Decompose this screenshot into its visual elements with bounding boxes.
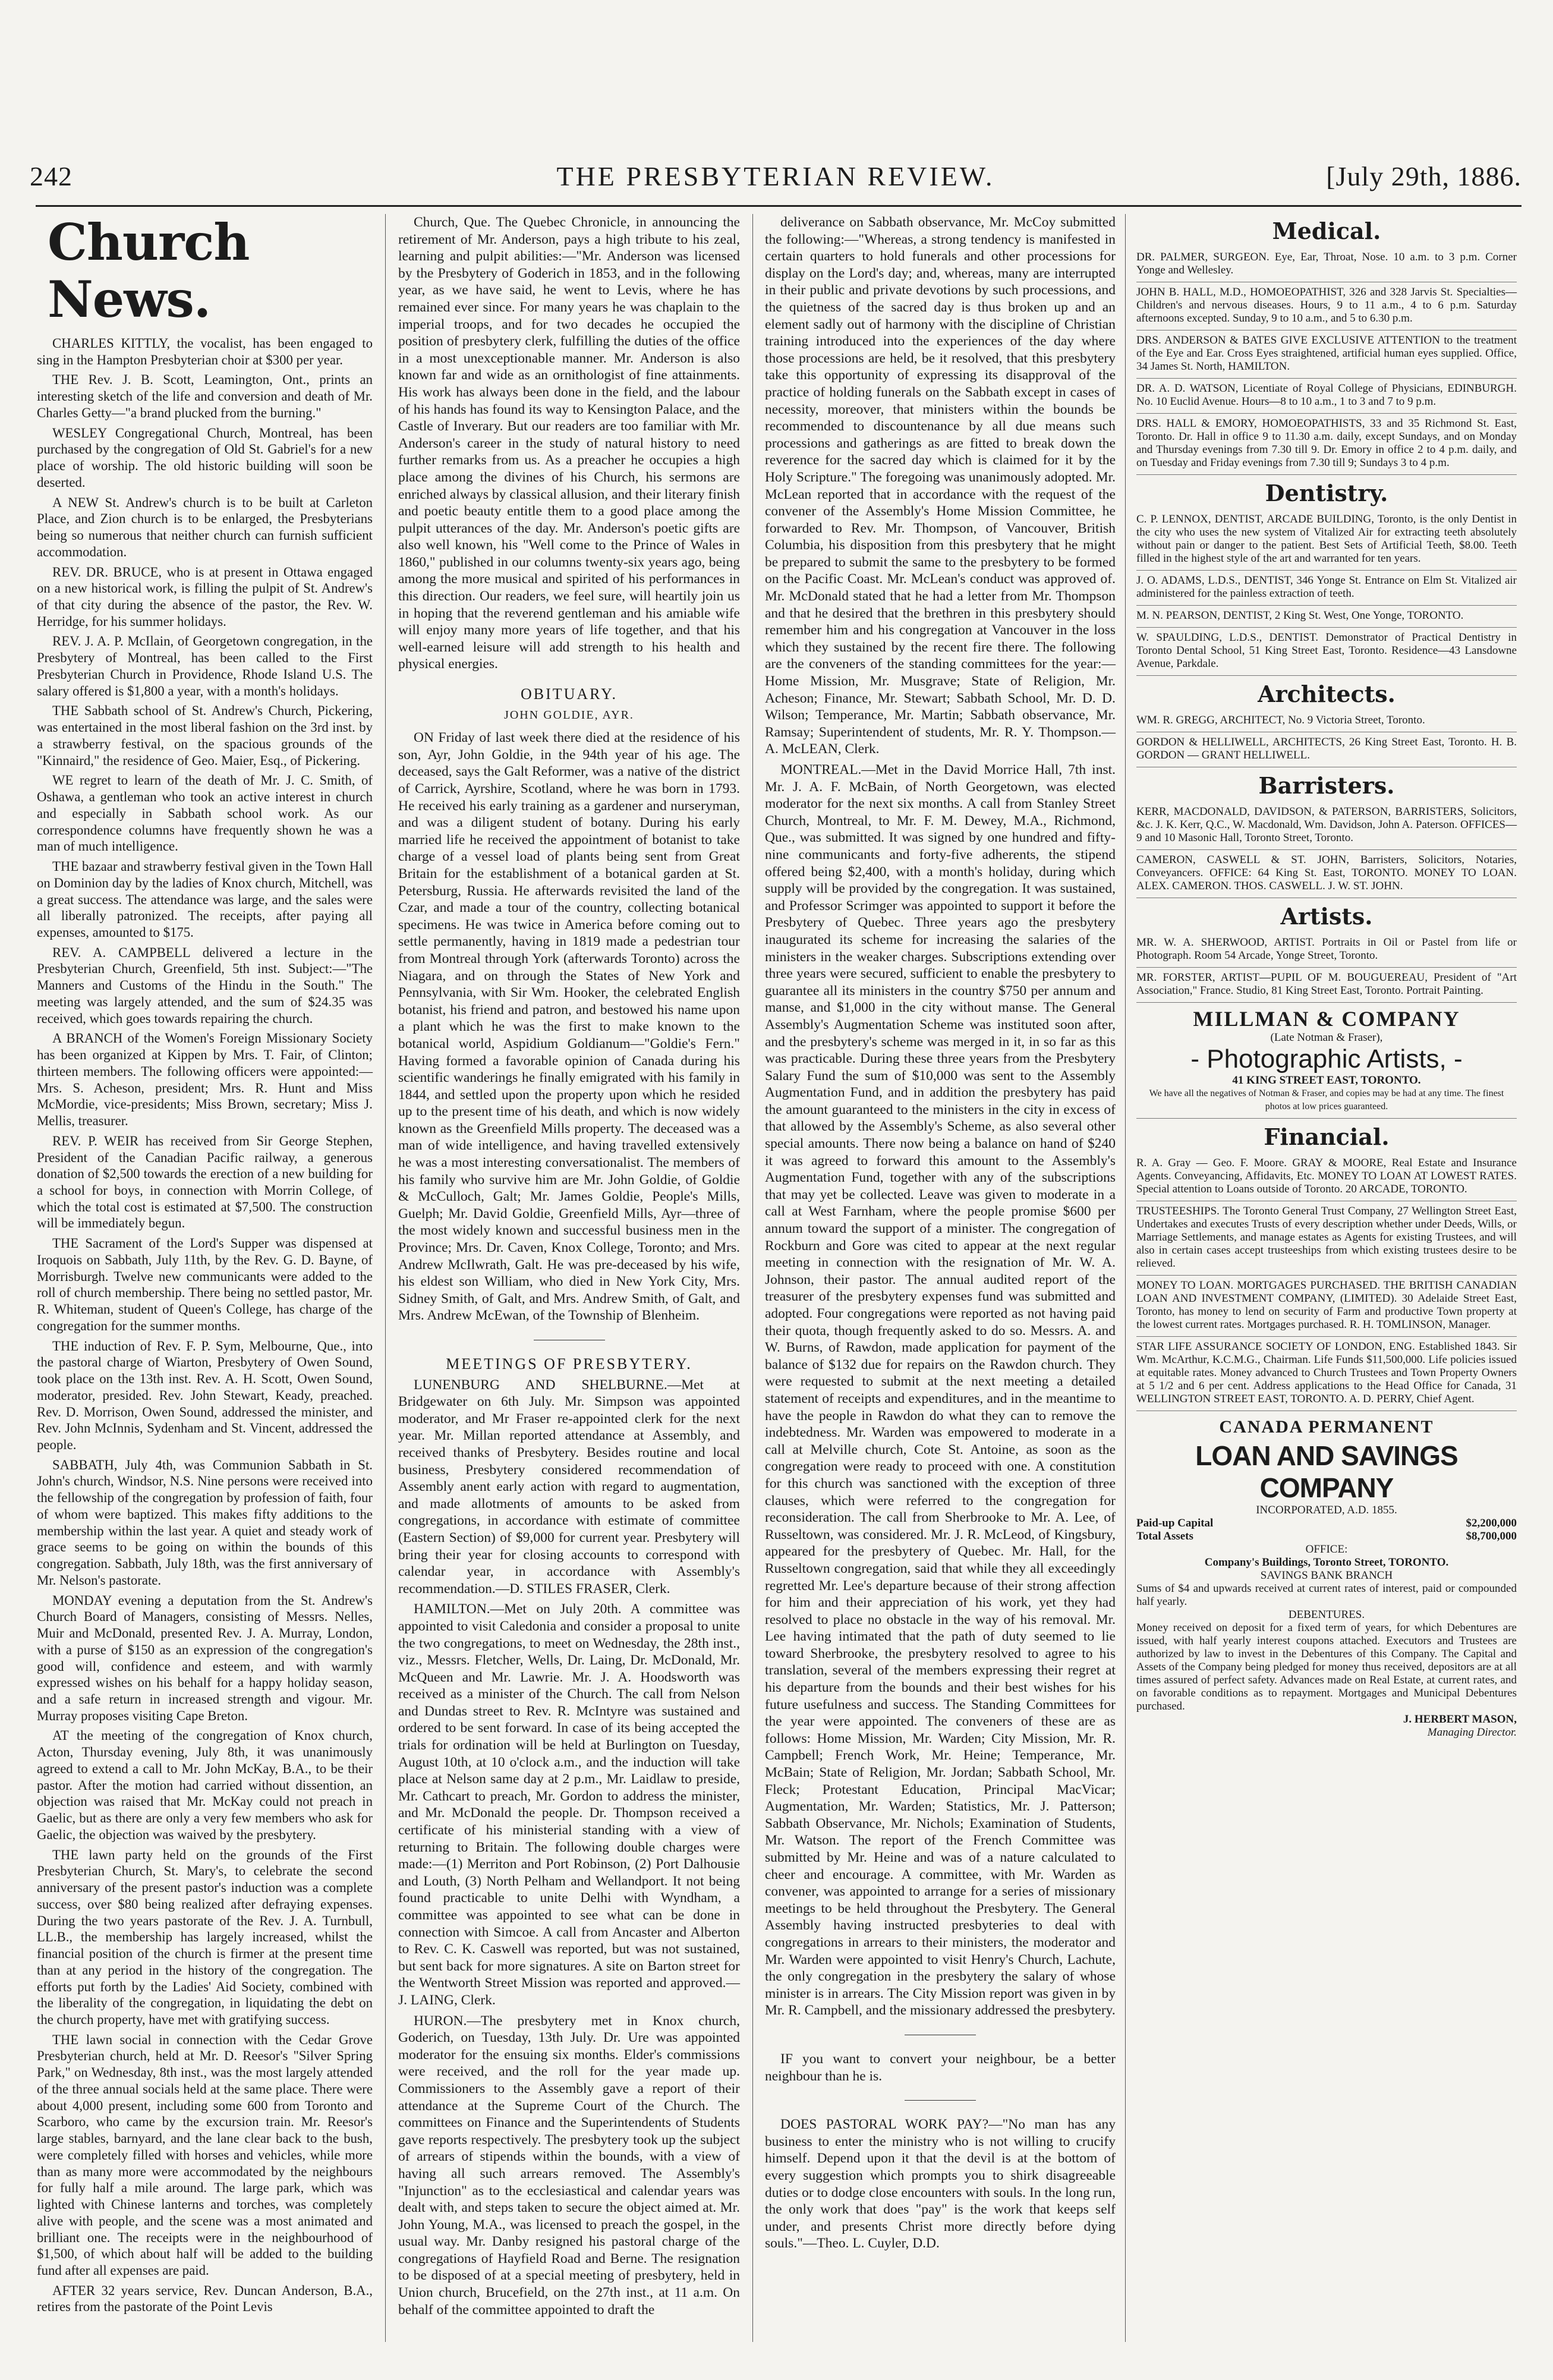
column-two	[398, 214, 740, 2322]
section-masthead: Church News.	[48, 213, 250, 329]
column-rule	[752, 214, 753, 2342]
financial-ad: R. A. Gray — Geo. F. Moore. GRAY & MOORE, Real Estate and Insurance Agents. Conveyancing, Affidavits, Etc. MONEY TO LOAN AT LOWEST RATES. Special attention to Loans outside of Toronto. 20 ARCADE, TORONTO.	[1136, 1157, 1517, 1201]
news-item: REV. P. WEIR has received from Sir George Stephen, President of the Canadian Pacific railway, a generous donation of $2,500 towards the erection of a new building for a school for boys, in connection with Morrin College, of which the total cost is estimated at $7,500. The construction will be immediately begun.	[37, 1133, 373, 1231]
canada-incorporated: INCORPORATED, A.D. 1855.	[1256, 1504, 1397, 1516]
column-three	[765, 214, 1116, 2256]
news-item: AT the meeting of the congregation of Knox church, Acton, Thursday evening, July 8th, it was unanimously agreed to extend a call to Mr. John McKay, B.A., to be their pastor. After the motion had carried without dissention, an objection was raised that Mr. McKay could not preach in Gaelic, but as there are only a very few members who ask for Gaelic, the objection was waived by the presbytery.	[37, 1728, 373, 1842]
medical-ad: DRS. ANDERSON & BATES GIVE EXCLUSIVE ATTENTION to the treatment of the Eye and Ear. Cross Eyes straightened, artificial human eyes supplied. Office, 34 James St. North, HAMILTON.	[1136, 334, 1517, 379]
column-advertisements	[1136, 214, 1517, 1748]
news-item: REV. A. CAMPBELL delivered a lecture in the Presbyterian Church, Greenfield, 5th inst. Subject:—"The Manners and Customs of the Hindu in the South." The meeting was largely attended, and the sum of $24.35 was received, which goes towards repairing the church.	[37, 945, 373, 1026]
news-item: AFTER 32 years service, Rev. Duncan Anderson, B.A., retires from the pastorate of the Point Levis	[37, 2283, 373, 2315]
barrister-ad: KERR, MACDONALD, DAVIDSON, & PATERSON, BARRISTERS, Solicitors, &c. J. K. Kerr, Q.C., W. Macdonald, Wm. Davidson, John A. Paterson. OFFICES—9 and 10 Masonic Hall, Toronto Street, Toronto.	[1136, 805, 1517, 850]
millman-ad	[1136, 1006, 1517, 1119]
artist-ad: MR. W. A. SHERWOOD, ARTIST. Portraits in Oil or Pastel from life or Photograph. Room 54 Arcade, Yonge Street, Toronto.	[1136, 936, 1517, 968]
meeting-report: LUNENBURG AND SHELBURNE.—Met at Bridgewater on 6th July. Mr. Simpson was appointed moderator, and Mr Fraser re-appointed clerk for the next year. Mr. Millan reported attendance at Assembly, and received thanks of Presbytery. Besides routine and local business, Presbytery considered recommendation of Assembly anent early action with regard to augmentation, and made allotments of amounts to be asked from congregations, in accordance with estimate of committee (Eastern Section) of $9,000 for current year. Presbytery will bring their year for closing accounts to correspond with calendar year, in accordance with Assembly's recommendation.—D. STILES FRASER, Clerk.	[398, 1377, 740, 1597]
news-item: THE lawn party held on the grounds of the First Presbyterian Church, St. Mary's, to celebrate the second anniversary of the present pastor's induction was a complete success, over $80 being realized after defraying expenses. During the two years pastorate of the Rev. J. A. Turnbull, LL.B., the membership has largely increased, whilst the financial position of the church is firmer at the present time than at any period in the history of the congregation. The efforts put forth by the Ladies' Aid Society, combined with the liberality of the congregation, in liquidating the debt on the church property, have met with gratifying success.	[37, 1847, 373, 2027]
millman-title: - Photographic Artists, -	[1190, 1044, 1463, 1073]
artist-ad: MR. FORSTER, ARTIST—PUPIL OF M. BOUGUEREAU, President of "Art Association," France. Studio, 81 King Street East, Toronto. Portrait Painting.	[1136, 971, 1517, 1003]
artists-ads	[1136, 936, 1517, 1003]
news-item: THE Sacrament of the Lord's Supper was dispensed at Iroquois on Sabbath, July 11th, by the Rev. G. D. Bayne, of Morrisburgh. Twelve new communicants were added to the roll of church membership. There being no settled pastor, Mr. R. Whiteman, student of Queen's College, has charge of the congregation for the summer months.	[37, 1236, 373, 1333]
obituary-paragraph: ON Friday of last week there died at the residence of his son, Ayr, John Goldie, in the 94th year of his age. The deceased, says the Galt Reformer, was a native of the district of Carrick, Ayrshire, Scotland, where he was born in 1793. He received his early training as a gardener and nurseryman, and was a diligent student of botany. During his early married life he received the appointment of botanist to take charge of a vessel load of plants being sent from Great Britain for the establishment of a botanical garden at St. Petersburg, Russia. He afterwards revisited the land of the Czar, and made a tour of the country, collecting botanical specimens. He was twice in America before coming out to settle permanently, having in 1819 made a pedestrian tour from Montreal through York (afterwards Toronto) across the Niagara, and on through the States of New York and Pennsylvania, with Sir Wm. Hooker, the celebrated English botanist, his friend and patron, and bestowed his name upon a plant which he was the first to make known to the botanical world, Aspidium Goldianum—"Goldie's Fern." Having formed a favorable opinion of Canada during his scientific wanderings he finally emigrated with his family in 1844, and settled upon the property upon which he resided up to the present time of his death, and which is now widely known as the Greenfield Mills property. The deceased was a man of wide intelligence, and having travelled extensively he was a most interesting conversationalist. The members of his family who survive him are Mr. John Goldie, of Goldie & McCulloch, Galt; Mr. James Goldie, People's Mills, Guelph; Mr. David Goldie, Greenfield Mills, Ayr—three of the most widely known and successful business men in the Province; Mrs. Dr. Caven, Knox College, Toronto; and Mrs. Andrew McIlwrath, Galt. He was pre-deceased by his wife, his eldest son William, who died in New York City, Mrs. Sidney Smith, of Galt, and Mrs. Andrew Smith, of Galt, and Mrs. Andrew McEwan, of the Township of Blenheim.	[398, 730, 740, 1324]
architects-ads	[1136, 714, 1517, 767]
medical-ad: DRS. HALL & EMORY, HOMOEOPATHISTS, 33 and 35 Richmond St. East, Toronto. Dr. Hall in office 9 to 11.30 a.m. daily, except Sundays, and on Monday and Thursday evenings from 7.30 till 9. Dr. Emory in office 2 to 4 p.m. daily, and on Tuesday and Friday evenings from 7.30 till 9; Sundays 3 to 4 p.m.	[1136, 417, 1517, 475]
divider	[905, 2100, 976, 2101]
canada-permanent-ad	[1136, 1415, 1517, 1744]
millman-name: MILLMAN & COMPANY	[1193, 1007, 1460, 1031]
news-item: WESLEY Congregational Church, Montreal, has been purchased by the congregation of Old St. Gabriel's for a new place of worship. The old historic building will soon be deserted.	[37, 425, 373, 490]
dentist-ad: M. N. PEARSON, DENTIST, 2 King St. West, One Yonge, TORONTO.	[1136, 609, 1517, 628]
canada-line2: LOAN AND SAVINGS COMPANY	[1195, 1440, 1458, 1503]
news-item: THE bazaar and strawberry festival given in the Town Hall on Dominion day by the ladies of Knox church, Mitchell, was a great success. The attendance was large, and the sales were all liberally patronized. The receipts, after paying all expenses, amounted to $175.	[37, 859, 373, 940]
medical-ad: DR. A. D. WATSON, Licentiate of Royal College of Physicians, EDINBURGH. No. 10 Euclid Avenue. Hours—8 to 10 a.m., 1 to 3 and 7 to 9 p.m.	[1136, 382, 1517, 414]
architect-ad: WM. R. GREGG, ARCHITECT, No. 9 Victoria Street, Toronto.	[1136, 714, 1517, 732]
news-item: SABBATH, July 4th, was Communion Sabbath in St. John's church, Windsor, N.S. Nine persons were received into the fellowship of the congregation by profession of faith, four of whom were baptized. This makes fifty additions to the membership within the last year. A quiet and steady work of grace seems to be going on within the bounds of this congregation. Sabbath, July 18th, was the first anniversary of Mr. Nelson's pastorate.	[37, 1457, 373, 1588]
millman-sub: (Late Notman & Fraser),	[1270, 1031, 1383, 1044]
barristers-ads	[1136, 805, 1517, 898]
branch-text: Sums of $4 and upwards received at current rates of interest, paid or compounded half yearly.	[1136, 1582, 1517, 1608]
assets-value: $8,700,000	[1466, 1530, 1517, 1542]
news-item: MONDAY evening a deputation from the St. Andrew's Church Board of Managers, consisting of Messrs. Nelles, Muir and McDonald, presented Rev. J. A. Murray, London, with a purse of $150 as an expression of the congregation's good will, confidence and esteem, and with warmly expressed wishes on his behalf for a happy holiday season, and a safe return in increased strength and vigour. Mr. Murray proposes visiting Cape Breton.	[37, 1592, 373, 1723]
obituary-subheading: JOHN GOLDIE, AYR.	[504, 708, 634, 722]
assets-row	[1136, 1530, 1517, 1543]
architects-heading: Architects.	[1258, 681, 1396, 707]
article-paragraph: Church, Que. The Quebec Chronicle, in announcing the retirement of Mr. Anderson, pays a high tribute to his zeal, learning and pulpit abilities:—"Mr. Anderson was licensed by the Presbytery of Goderich in 1853, and in the following year, as we have said, he went to Levis, where he has remained ever since. For many years he was chaplain to the imperial troops, and for two decades he occupied the position of presbytery clerk, fulfilling the duties of the office in a most unexceptionable manner. Mr. Anderson is also known far and wide as an ornithologist of fine attainments. His work has always been done in the field, and the labour of his hands has found its way to Kensington Palace, and the Castle of Inverary. But our readers are too familiar with Mr. Anderson's career in the study of natural history to need further remarks from us. As a preacher he occupies a high place among the divines of his Church, his sermons are enriched always by classical allusion, and their literary finish and poetic beauty entitle them to a good place among the pulpit utterances of the day. Mr. Anderson's poetic gifts are also well known, his "Well come to the Prince of Wales in 1860," published in our columns twenty-six years ago, being among the more musical and spirited of his performances in this direction. Our readers, we feel sure, will heartily join us in hoping that the reverend gentleman and his amiable wife will enjoy many more years of life together, and that his well-earned leisure will add strength to his health and physical energies.	[398, 215, 740, 672]
meetings-heading: MEETINGS OF PRESBYTERY.	[446, 1355, 692, 1372]
office-label: OFFICE:	[1305, 1543, 1348, 1556]
news-item: THE Rev. J. B. Scott, Leamington, Ont., prints an interesting sketch of the life and conversion and death of Mr. Charles Getty—"a brand plucked from the burning."	[37, 372, 373, 420]
article-list	[398, 214, 740, 673]
column-rule	[1125, 214, 1126, 2342]
news-item: A BRANCH of the Women's Foreign Missionary Society has been organized at Kippen by Mrs. T. Fair, of Clinton; thirteen members. The following officers were appointed:—Mrs. S. Acheson, president; Mrs. R. Hunt and Miss McMordie, vice-presidents; Miss Brown, secretary; Miss J. Mellis, treasurer.	[37, 1031, 373, 1129]
news-item: THE induction of Rev. F. P. Sym, Melbourne, Que., into the pastoral charge of Wiarton, Presbytery of Owen Sound, took place on the 13th inst. Rev. A. H. Scott, Owen Sound, moderator, presided. Rev. John Stewart, Keady, preached. Rev. D. Morrison, Owen Sound, addressed the minister, and Rev. John McInnis, Sydenham and St. Vincent, addressed the people.	[37, 1338, 373, 1452]
meetings-list	[398, 1377, 740, 2319]
assets-label: Total Assets	[1136, 1530, 1193, 1542]
financial-ad: STAR LIFE ASSURANCE SOCIETY OF LONDON, ENG. Established 1843. Sir Wm. McArthur, K.C.M.G., Chairman. Life Funds $11,500,000. Life policies issued at equitable rates. Money advanced to Church Trustees and Town Property Owners at 5 1/2 and 6 per cent. Address applications to the Head Office for Canada, 31 WELLINGTON STREET EAST, TORONTO. A. D. PERRY, Chief Agent.	[1136, 1340, 1517, 1411]
quip: IF you want to convert your neighbour, be a better neighbour than he is.	[765, 2051, 1116, 2084]
financial-ad: MONEY TO LOAN. MORTGAGES PURCHASED. THE BRITISH CANADIAN LOAN AND INVESTMENT COMPANY, (LIMITED). 30 Adelaide Street East, Toronto, has money to lend on security of Farm and productive Town property at the lowest current rates. Mortgages purchased. R. H. TOMLINSON, Manager.	[1136, 1279, 1517, 1337]
debentures-label: DEBENTURES.	[1288, 1608, 1365, 1621]
medical-ads	[1136, 251, 1517, 475]
dentist-ad: J. O. ADAMS, L.D.S., DENTIST, 346 Yonge St. Entrance on Elm St. Vitalized air administered for the painless extraction of teeth.	[1136, 574, 1517, 606]
publication-title: THE PRESBYTERIAN REVIEW.	[556, 161, 995, 191]
signatory-title: Managing Director.	[1427, 1726, 1517, 1739]
news-item: THE lawn social in connection with the Cedar Grove Presbyterian church, held at Mr. D. Reesor's "Silver Spring Park," on Wednesday, 8th inst., was the most largely attended of the three annual socials held at the same place. There were about 4,000 present, including some 600 from Toronto and Scarboro, who came by the excursion train. Mr. Reesor's large stables, barnyard, and the lane clear back to the bush, were completely filled with horses and vehicles, while more than as many more were accommodated by the neighbours for fully half a mile around. The large park, which was lighted with Chinese lanterns and torches, was completely alive with people, and the scene was a most animated and brilliant one. The receipts were in the neighbourhood of $1,500, of which about half will be added to the building fund after all expenses are paid.	[37, 2032, 373, 2278]
news-item: THE Sabbath school of St. Andrew's Church, Pickering, was entertained in the most liberal fashion on the 3rd inst. by a strawberry festival, on the spacious grounds of the "Kinnaird," the residence of Geo. Maier, Esq., of Pickering.	[37, 703, 373, 768]
news-item: WE regret to learn of the death of Mr. J. C. Smith, of Oshawa, a gentleman who took an active interest in church and especially in Sabbath school work. As our correspondence columns have frequently shown he was a man of much intelligence.	[37, 773, 373, 854]
meeting-report: MONTREAL.—Met in the David Morrice Hall, 7th inst. Mr. J. A. F. McBain, of North Georgetown, was elected moderator for the next six months. A call from Stanley Street Church, Montreal, to Mr. F. M. Dewey, M.A., Richmond, Que., was submitted. It was signed by one hundred and fifty-nine communicants and forty-five adherents, the stipend offered being $2,400, with a month's holiday, during which supply will be provided by the congregation. It was sustained, and Professor Scrimger was appointed to support it before the Presbytery of Quebec. Three years ago the presbytery inaugurated its scheme for increasing the salaries of the ministers in the weaker charges. Subscriptions extending over three years were secured, sufficient to enable the presbytery to guarantee all its ministers in the country $750 per annum and manse, and $1,000 in the city without manse. The General Assembly's Augmentation Scheme was instituted soon after, and the presbytery's scheme was merged in it, in so far as this was practicable. During these three years from the Presbytery Salary Fund the sum of $10,000 was sent to the Assembly Augmentation Fund, and in addition the presbytery has paid the amount guaranteed to the ministers in the city in excess of that allowed by the Assembly's Scheme, as also several other special amounts. There now being a balance on hand of $240 it was agreed to forward this amount to the Assembly's Augmentation Fund, together with any of the subscriptions that may yet be collected. Leave was given to moderate in a call at West Farnham, where the people promise $600 per annum toward the support of a minister. The congregation of Rockburn and Gore was cited to appear at the next regular meeting in connection with the resignation of Mr. W. A. Johnson, their pastor. The annual audited report of the treasurer of the presbytery expenses fund was submitted and adopted. Four congregations were reported as not having paid their quota, though frequently asked to do so. Messrs. A. and W. Burns, of Rawdon, made application for payment of the balance of $132 due for repairs on the Rawdon church. They were requested to submit at the next meeting a detailed statement of receipts and expenditures, and in the meantime to have the people in Rawdon do what they can to remove the indebtedness. Mr. Warden was empowered to moderate in a call at Melville church, Cote St. Antoine, as soon as the congregation were ready to proceed with one. A constitution for this church was sanctioned with the exception of three clauses, which were referred to the congregation for reconsideration. The call from Sherbrooke to Mr. A. Lee, of Russeltown, was considered. Mr. J. R. McLeod, of Kingsbury, appeared for the presbytery of Quebec. Mr. Hall, for the Russeltown congregation, said that while they all exceedingly regretted Mr. Lee's departure because of their strong affection for him and their appreciation of his work, yet they had resolved to place no obstacle in the way of his removal. Mr. Lee having intimated that the path of duty seemed to lie toward Sherbrooke, the presbytery resolved to agree to his translation, several of the members expressing their regret at his departure from the bounds and their best wishes for his future usefulness and success. The Standing Committees for the year were appointed. The conveners of these are as follows: Home Mission, Mr. Warden; City Mission, Mr. R. Campbell; French Work, Mr. Heine; Temperance, Mr. McBain; State of Religion, Mr. Jordan; Sabbath School, Mr. Fleck; Protestant Education, Principal MacVicar; Augmentation, Mr. Warden; Statistics, Mr. J. Patterson; Sabbath Observance, Mr. Nichols; Examination of Students, Mr. Watson. The report of the French Committee was submitted by Mr. Heine and was of a nature calculated to cheer and encourage. A committee, with Mr. Warden as convener, was appointed to arrange for a series of missionary meetings to be held throughout the Presbytery. The General Assembly having instructed presbyteries to deal with congregations in arrears to their ministers, the moderator and Mr. Warden were appointed to visit Henry's Church, Lachute, the only congregation in the presbytery the salary of whose minister is in arrears. The City Mission report was given in by Mr. R. Campbell, and the missionary addressed the presbytery.	[765, 762, 1116, 2019]
column-rule	[385, 214, 386, 2342]
medical-ad: JOHN B. HALL, M.D., HOMOEOPATHIST, 326 and 328 Jarvis St. Specialties—Children's and nervous diseases. Hours, 9 to 11 a.m., 4 to 6 p.m. Saturday afternoons excepted. Sunday, 9 to 10 a.m., and 5 to 6.30 p.m.	[1136, 286, 1517, 330]
dentistry-heading: Dentistry.	[1265, 480, 1388, 506]
medical-heading: Medical.	[1272, 218, 1381, 244]
architect-ad: GORDON & HELLIWELL, ARCHITECTS, 26 King Street East, Toronto. H. B. GORDON — GRANT HELLIWELL.	[1136, 736, 1517, 767]
column-church-news	[37, 214, 373, 2319]
page-number: 242	[30, 161, 73, 191]
financial-heading: Financial.	[1264, 1123, 1390, 1150]
news-item: REV. J. A. P. McIlain, of Georgetown congregation, in the Presbytery of Montreal, has been called to the First Presbyterian Church in Providence, Rhode Island U.S. The salary offered is $1,800 a year, with a month's holidays.	[37, 634, 373, 698]
barrister-ad: CAMERON, CASWELL & ST. JOHN, Barristers, Solicitors, Notaries, Conveyancers. OFFICE: 64 King St. East, TORONTO. MONEY TO LOAN. ALEX. CAMERON. THOS. CASWELL. J. W. ST. JOHN.	[1136, 854, 1517, 898]
obituary-heading: OBITUARY.	[520, 685, 618, 703]
meeting-report: HAMILTON.—Met on July 20th. A committee was appointed to visit Caledonia and consider a proposal to unite the two congregations, to meet on Wednesday, the 28th inst., viz., Messrs. Fletcher, Wells, Dr. Laing, Dr. McDonald, Mr. McQueen and Mr. Lawrie. Mr. J. A. Hoodsworth was received as a minister of the Church. The call from Nelson and Dundas street to Rev. R. McIntyre was sustained and ordered to be sent forward. In case of its being accepted the trials for ordination will be held at Burlington on Tuesday, August 10th, at 10 o'clock a.m., and the induction will take place at Nelson same day at 2 p.m., Mr. Laidlaw to preside, Mr. Cathcart to preach, Mr. Gordon to address the minister, and Mr. McDonald the people. Dr. Thompson received a certificate of his ministerial standing with a view of returning to Britain. The following double charges were made:—(1) Merriton and Port Robinson, (2) Port Dalhousie and Louth, (3) North Pelham and Wellandport. It not being found practicable to unite Delhi with Wyndham, a committee was appointed to see what can be done in connection with Simcoe. A call from Ancaster and Alberton to Rev. C. K. Caswell was reported, but was not sustained, but sent back for more signatures. A site on Barton street for the Wentworth Street Mission was reported and approved.—J. LAING, Clerk.	[398, 1601, 740, 2008]
news-item: REV. DR. BRUCE, who is at present in Ottawa engaged on a new historical work, is filling the pulpit of St. Andrew's of that city during the absence of the pastor, the Rev. W. Herridge, for his summer holidays.	[37, 564, 373, 629]
barristers-heading: Barristers.	[1258, 772, 1395, 799]
header-rule	[36, 205, 1522, 207]
pastoral-work-item: DOES PASTORAL WORK PAY?—"No man has any business to enter the ministry who is not willing to crucify himself. Depend upon it that the devil is at the bottom of every suggestion which prompts you to shirk disagreeable duties or to dodge close encounters with souls. In the long run, the only work that does "pay" is the work that keeps self under, and presents Christ more directly before dying souls."—Theo. L. Cuyler, D.D.	[765, 2117, 1116, 2252]
financial-ad: TRUSTEESHIPS. The Toronto General Trust Company, 27 Wellington Street East, Undertakes and executes Trusts of every description whether under Deeds, Wills, or Marriage Settlements, and manage estates as Agents for existing Trustees, and will also in certain cases accept trusteeships from which existing trustees desire to be relieved.	[1136, 1205, 1517, 1276]
canada-line1: CANADA PERMANENT	[1219, 1417, 1434, 1437]
dentistry-ads	[1136, 513, 1517, 676]
obituary-text	[398, 729, 740, 1324]
millman-address: 41 KING STREET EAST, TORONTO.	[1232, 1074, 1421, 1087]
meetings-continued	[765, 214, 1116, 2019]
dentist-ad: W. SPAULDING, L.D.S., DENTIST. Demonstrator of Practical Dentistry in Toronto Dental School, 51 King Street East, Toronto. Residence—43 Lansdowne Avenue, Parkdale.	[1136, 631, 1517, 676]
news-item: CHARLES KITTLY, the vocalist, has been engaged to sing in the Hampton Presbyterian choir at $300 per year.	[37, 336, 373, 367]
meeting-report: deliverance on Sabbath observance, Mr. McCoy submitted the following:—"Whereas, a strong tendency is manifested in certain quarters to hold funerals and other processions for display on the Lord's day; and, whereas, many are interrupted in their public and private devotions by such processions, and the quietness of the sacred day is thus broken up and an element sadly out of harmony with the discipline of Christian training introduced into the experiences of the day where those processions are held, be it resolved, that this presbytery take this opportunity of expressing its disapproval of the practice of holding funerals on the Sabbath except in cases of necessity, moreover, that ministers within the bounds be recommended to discountenance by all due means such processions and gatherings as are fitted to break down the reverence for the sacred day which is claimed for it by the Holy Scripture." The foregoing was unanimously adopted. Mr. McLean reported that in accordance with the request of the convener of the Assembly's Home Mission Committee, he forwarded to Rev. Mr. Thompson, of Vancouver, British Columbia, his disposition from this presbytery that he might be prepared to submit the same to the presbytery to be formed on the Pacific Coast. Mr. McLean's conduct was approved of. Mr. McDonald stated that he had a letter from Mr. Thompson and that he desired that the brethren in this presbytery should remember him and his congregation at Vancouver in the loss which they sustained by the recent fire there. The following are the conveners of the standing committees for the year:—Home Mission, Mr. Musgrave; State of Religion, Mr. Acheson; Finance, Mr. Stewart; Sabbath School, Mr. D. D. Wilson; Temperance, Mr. Martin; Sabbath observance, Mr. Ramsay; Superintendent of students, Mr. R. Y. Thompson.—A. McLEAN, Clerk.	[765, 215, 1116, 757]
dentist-ad: C. P. LENNOX, DENTIST, ARCADE BUILDING, Toronto, is the only Dentist in the city who uses the new system of Vitalized Air for extracting teeth absolutely without pain or danger to the patient. Best Sets of Artificial Teeth, $8.00. Teeth filled in the highest style of the art and warranted for ten years.	[1136, 513, 1517, 571]
millman-note: We have all the negatives of Notman & Fraser, and copies may be had at any time. The finest photos at low prices guaranteed.	[1149, 1088, 1504, 1112]
debentures-text: Money received on deposit for a fixed term of years, for which Debentures are issued, with half yearly interest coupons attached. Executors and Trustees are authorized by law to invest in the Debentures of this Company. The Capital and Assets of the Company being pledged for money thus received, depositors are at all times assured of perfect safety. Advances made on Real Estate, at current rates, and on favorable conditions as to repayment. Mortgages and Municipal Debentures purchased.	[1136, 1622, 1517, 1712]
issue-date: [July 29th, 1886.	[1326, 161, 1522, 191]
paid-up-value: $2,200,000	[1466, 1517, 1517, 1529]
paid-up-row	[1136, 1517, 1517, 1530]
running-header	[30, 160, 1522, 196]
signatory: J. HERBERT MASON,	[1403, 1713, 1517, 1726]
branch-label: SAVINGS BANK BRANCH	[1260, 1569, 1393, 1582]
news-item-list	[37, 335, 373, 2315]
artists-heading: Artists.	[1280, 903, 1373, 930]
news-item: A NEW St. Andrew's church is to be built at Carleton Place, and Zion church is to be enlarged, the Presbyterians being so numerous that neither church can furnish sufficient accommodation.	[37, 495, 373, 559]
medical-ad: DR. PALMER, SURGEON. Eye, Ear, Throat, Nose. 10 a.m. to 3 p.m. Corner Yonge and Wellesley.	[1136, 251, 1517, 282]
office-line: Company's Buildings, Toronto Street, TORONTO.	[1204, 1556, 1449, 1569]
financial-ads	[1136, 1157, 1517, 1411]
meeting-report: HURON.—The presbytery met in Knox church, Goderich, on Tuesday, 13th July. Dr. Ure was appointed moderator for the ensuing six months. Elder's commissions were received, and the roll for the year made up. Commissioners to the Assembly gave a report of their attendance at the Supreme Court of the Church. The committees on Finance and the Superintendents of Students gave reports respectively. The presbytery took up the subject of arrears of stipends within the bounds, with a view of having all such arrears removed. The Assembly's "Injunction" as to the ecclesiastical and calendar years was dealt with, and steps taken to secure the object aimed at. Mr. John Young, M.A., was licensed to preach the gospel, in the usual way. Mr. Danby resigned his pastoral charge of the congregations of Hayfield Road and Berne. The resignation to be disposed of at a special meeting of presbytery, held in Union church, Brucefield, on the 27th inst., at 11 a.m. On behalf of the committee appointed to draft the	[398, 2013, 740, 2318]
paid-up-label: Paid-up Capital	[1136, 1517, 1214, 1529]
